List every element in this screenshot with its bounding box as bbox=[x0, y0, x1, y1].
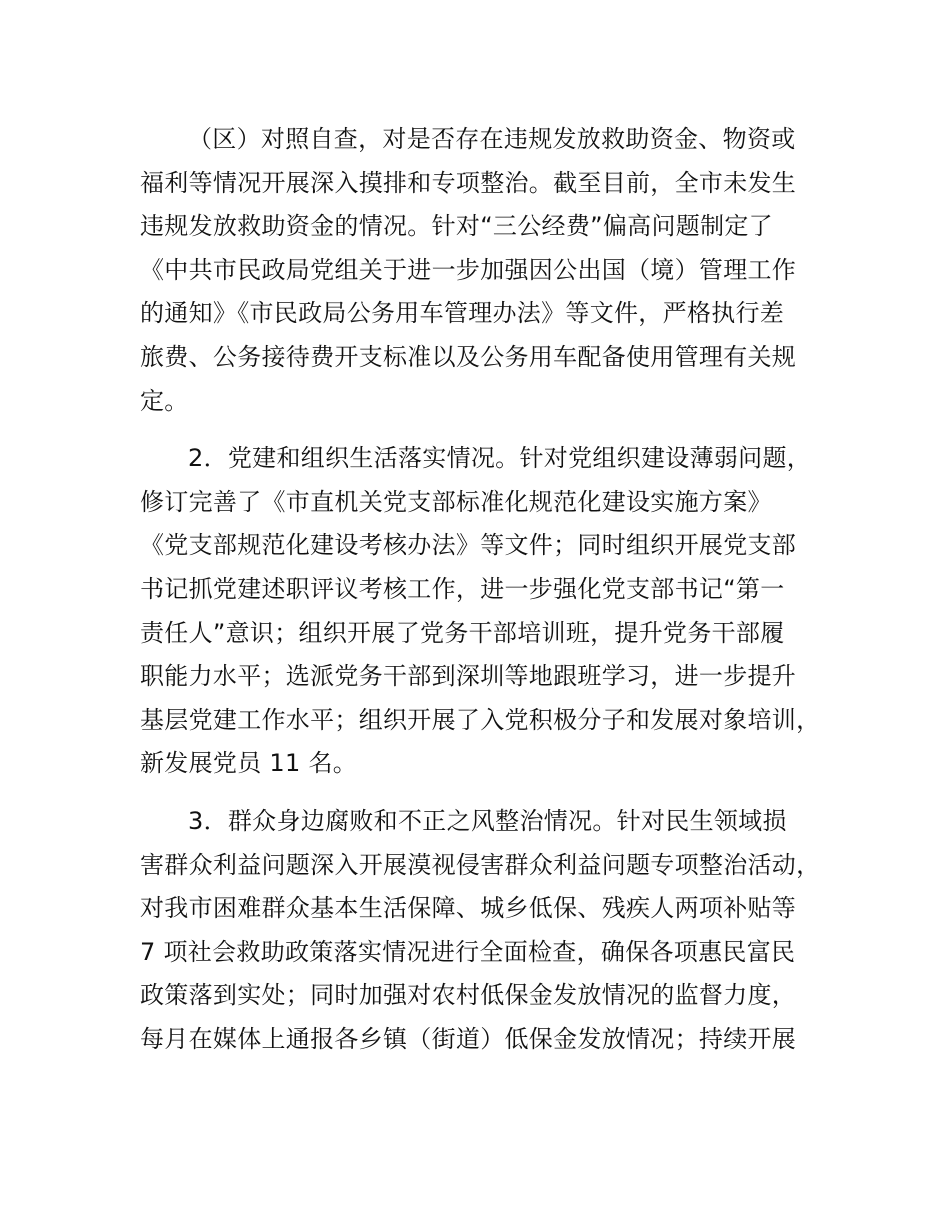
text-line: 《党支部规范化建设考核办法》等文件；同时组织开展党支部 bbox=[140, 531, 797, 560]
text-line: 2．党建和组织生活落实情况。针对党组织建设薄弱问题， bbox=[188, 444, 812, 473]
paragraph-1 bbox=[140, 118, 840, 423]
text-line: 修订完善了《市直机关党支部标准化规范化建设实施方案》 bbox=[140, 487, 772, 516]
text-line: 3．群众身边腐败和不正之风整治情况。针对民生领域损 bbox=[188, 806, 787, 835]
text-line: 每月在媒体上通报各乡镇（街道）低保金发放情况；持续开展 bbox=[140, 1024, 797, 1053]
document-body bbox=[140, 118, 840, 1075]
paragraph-2 bbox=[140, 437, 840, 786]
text-line: 对我市困难群众基本生活保障、城乡低保、残疾人两项补贴等 bbox=[140, 894, 797, 923]
text-line: 书记抓党建述职评议考核工作，进一步强化党支部书记“第一 bbox=[140, 574, 785, 603]
paragraph-3 bbox=[140, 800, 840, 1062]
text-line: 职能力水平；选派党务干部到深圳等地跟班学习，进一步提升 bbox=[140, 662, 797, 691]
text-line: 的通知》《市民政局公务用车管理办法》等文件，严格执行差 bbox=[140, 299, 785, 328]
text-line: 害群众利益问题深入开展漠视侵害群众利益问题专项整治活动， bbox=[140, 850, 821, 879]
text-line: 《中共市民政局党组关于进一步加强因公出国（境）管理工作 bbox=[140, 255, 797, 284]
text-line: 新发展党员 11 名。 bbox=[140, 749, 358, 778]
text-line: 政策落到实处；同时加强对农村低保金发放情况的监督力度， bbox=[140, 981, 797, 1010]
text-line: （区）对照自查，对是否存在违规发放救助资金、物资或 bbox=[188, 125, 796, 153]
text-line: 定。 bbox=[140, 386, 189, 415]
text-line: 7 项社会救助政策落实情况进行全面检查，确保各项惠民富民 bbox=[140, 937, 796, 966]
text-line: 福利等情况开展深入摸排和专项整治。截至目前，全市未发生 bbox=[140, 168, 797, 197]
text-line: 违规发放救助资金的情况。针对“三公经费”偏高问题制定了 bbox=[140, 212, 773, 241]
text-line: 基层党建工作水平；组织开展了入党积极分子和发展对象培训， bbox=[140, 705, 821, 734]
text-line: 旅费、公务接待费开支标准以及公务用车配备使用管理有关规 bbox=[140, 342, 797, 371]
text-line: 责任人”意识；组织开展了党务干部培训班，提升党务干部履 bbox=[140, 618, 785, 647]
